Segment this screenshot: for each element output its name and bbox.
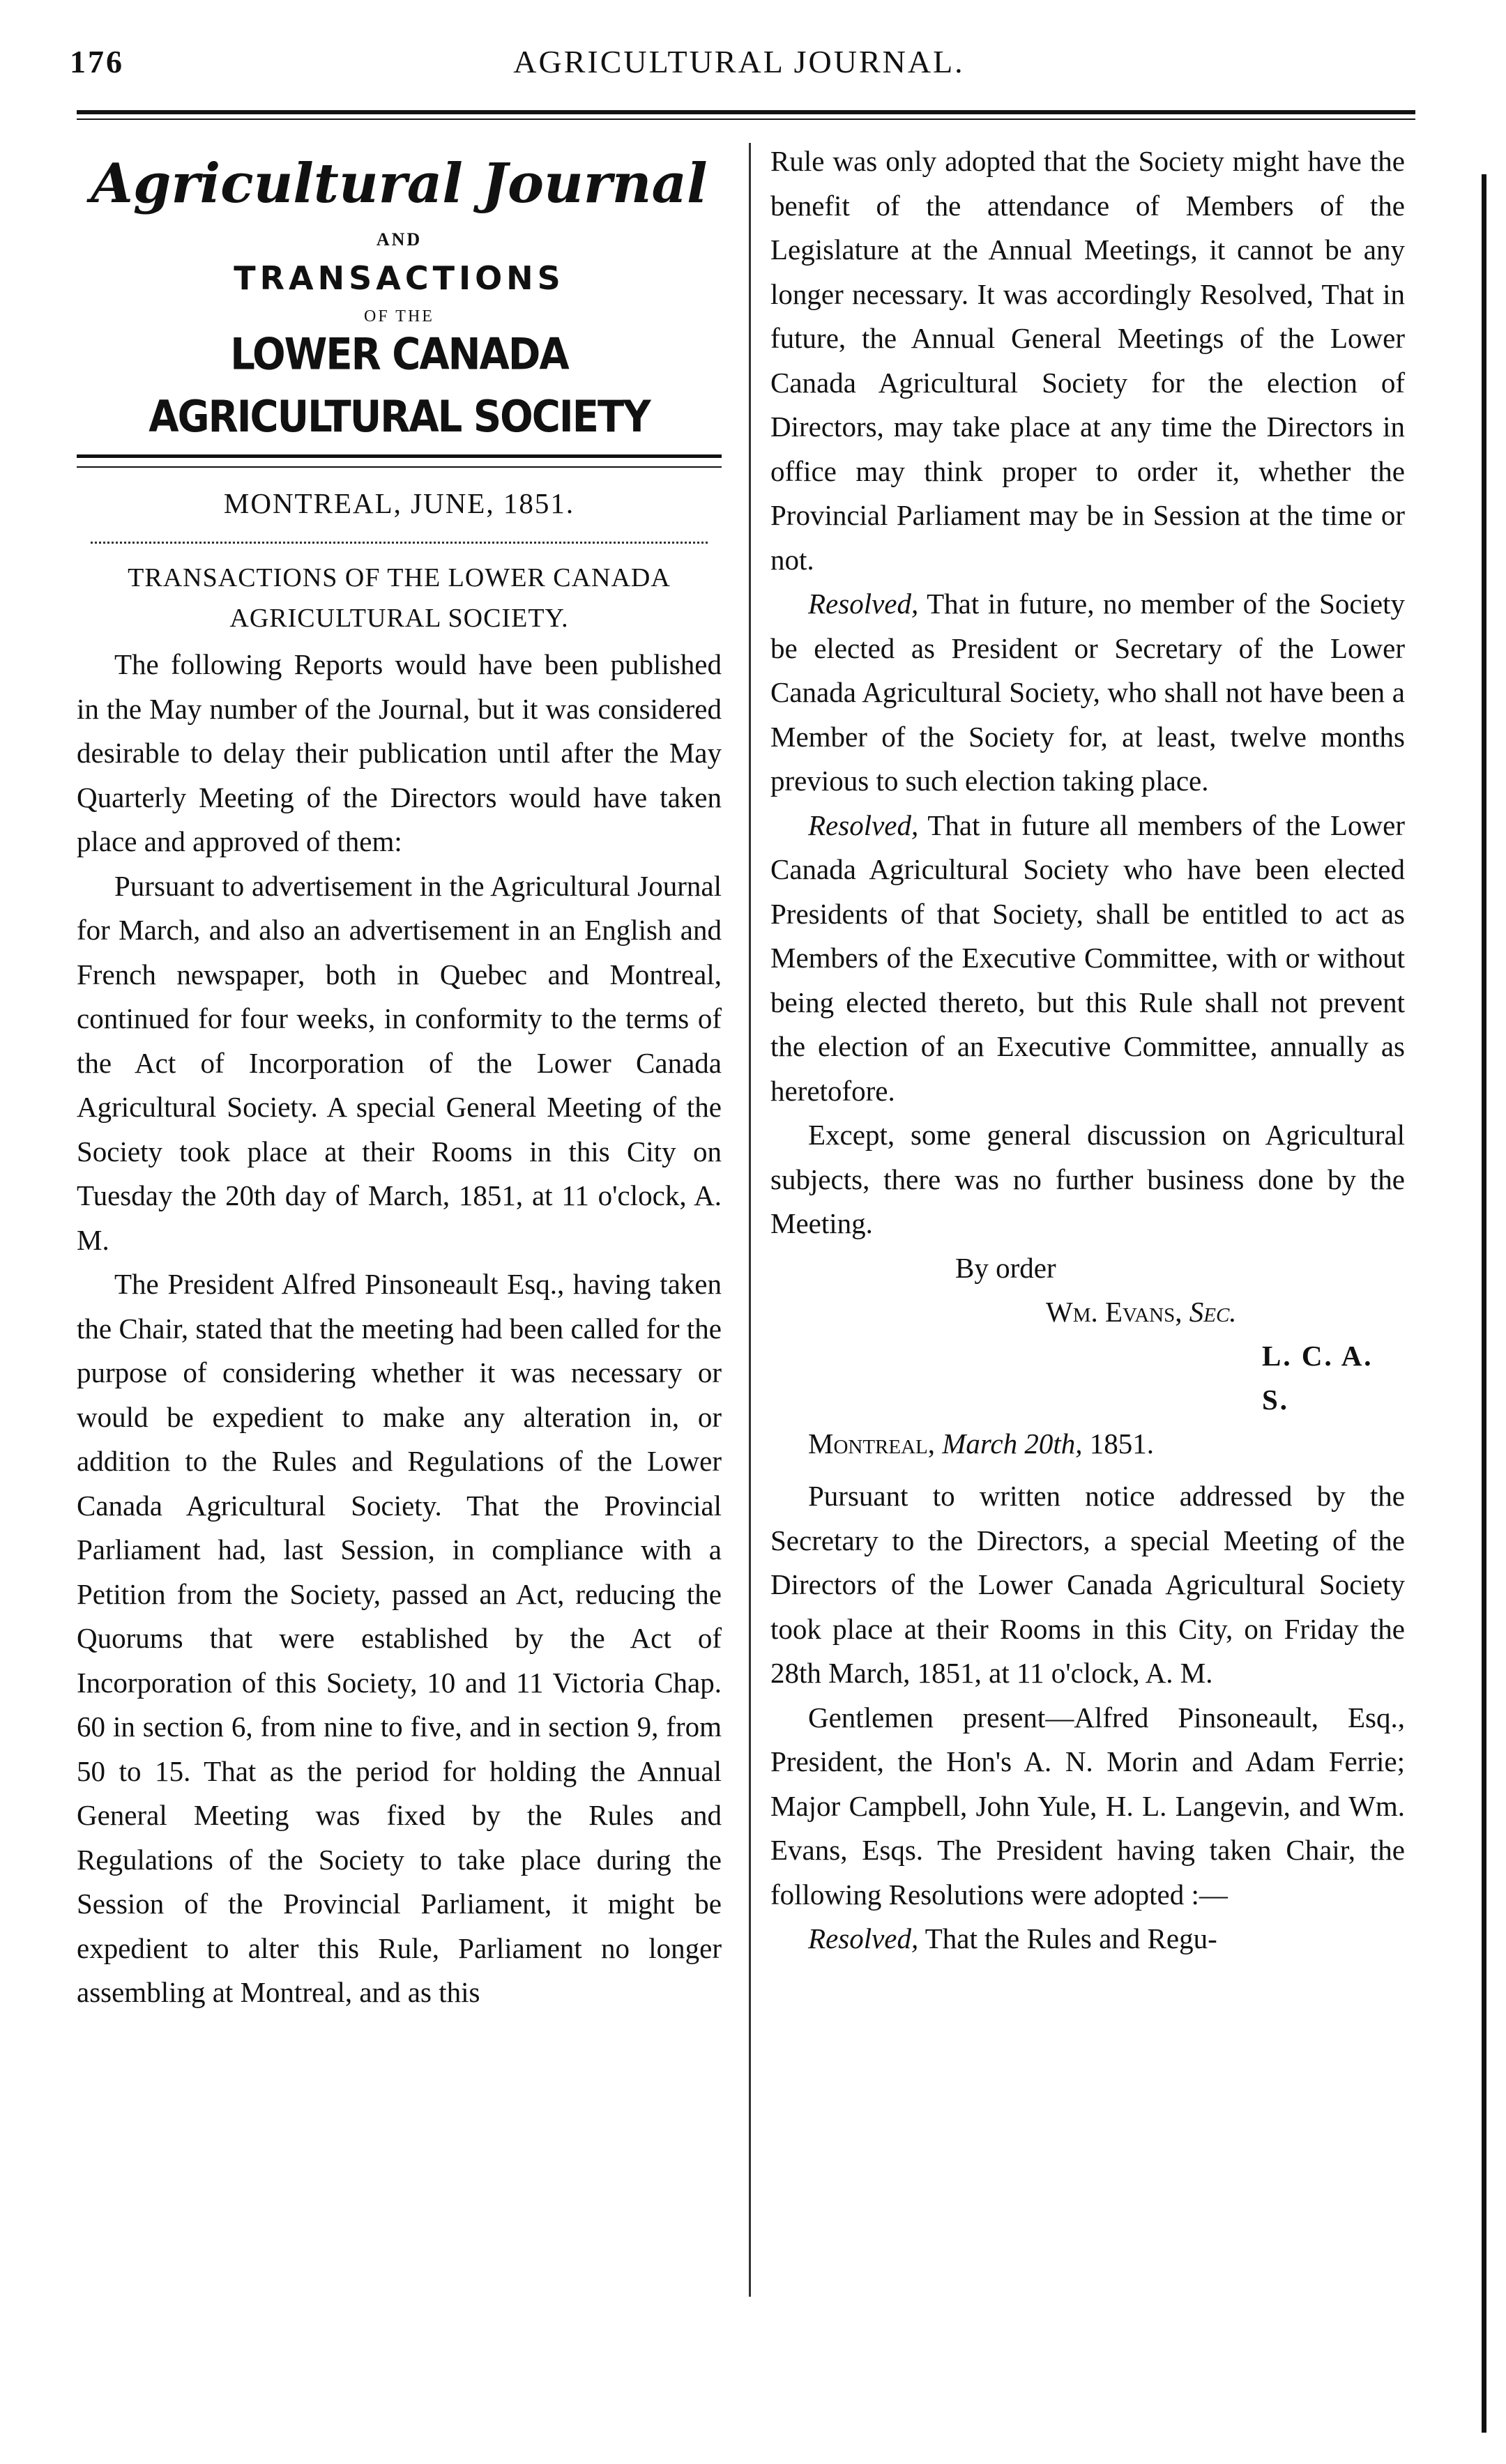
resolved-label: Resolved, [808,588,919,620]
journal-name: AGRICULTURAL JOURNAL. [513,44,965,79]
dateline-place: Montreal, [808,1427,936,1460]
meeting-dateline [770,1422,1405,1467]
masthead-and: AND [376,229,423,250]
right-paragraph-4: Except, some general discussion on Agricultural subjects, there was no further business done by the Meeting. [770,1119,1405,1239]
dateline-year: 1851. [1089,1427,1154,1460]
masthead-society: LOWER CANADA AGRICULTURAL SOCIETY [149,329,650,443]
signature-by-order: By order [955,1251,1056,1284]
resolution-1-text: That in future, no member of the Society be elected as President or Secretary of the Lower Canada Agricultural Society, who shall not have been a Member of the Society for, at least, twelve months previous to such election taking place. [770,588,1405,797]
header-rule-thin [77,118,1415,120]
resolution-2 [770,804,1405,1114]
signature-society: L. C. A. S. [1262,1339,1374,1416]
left-column [77,139,722,2015]
resolved-label: Resolved, [808,1922,919,1954]
resolution-3 [770,1917,1405,1961]
column-divider [749,143,751,2297]
masthead-transactions: TRANSACTIONS [234,259,565,297]
resolution-1 [770,582,1405,804]
page-edge-bar [1482,174,1486,2433]
section-title: TRANSACTIONS OF THE LOWER CANADA AGRICULTURAL SOCIETY. [128,563,671,633]
signature-block [770,1246,1405,1422]
masthead-of-the: OF THE [364,307,434,326]
wavy-divider [91,532,708,544]
right-column [770,139,1405,1961]
left-paragraph-2: Pursuant to advertisement in the Agricultural Journal for March, and also an advertisement in an English and French newspaper, both in Quebec and Montreal, continued for four weeks, in conformity to the terms of the Act of Incorporation of the Lower Canada Agricultural Society. A special General Meeting of the Society took place at their Rooms in this City on Tuesday the 20th day of March, 1851, at 11 o'clock, A. M. [77,869,722,1256]
right-paragraph-5: Pursuant to written notice addressed by the Secretary to the Directors, a special Meeting of the Directors of the Lower Canada Agricultural Society took place at their Rooms in this City, on Friday the 28th March, 1851, at 11 o'clock, A. M. [770,1480,1405,1689]
masthead-double-rule [77,454,722,468]
left-paragraph-1: The following Reports would have been published in the May number of the Journal, but it was considered desirable to delay their publication until after the May Quarterly Meeting of the Directors would have taken place and approved of them: [77,648,722,857]
left-paragraph-3: The President Alfred Pinsoneault Esq., having taken the Chair, stated that the meeting had been called for the purpose of considering whether it was necessary or would be expedient to make any alteration in, or addition to the Rules and Regulations of the Lower Canada Agricultural Society. That the Provincial Parliament had, last Session, in compliance with a Petition from the Society, passed an Act, reducing the Quorums that were established by the Act of Incorporation of this Society, 10 and 11 Victoria Chap. 60 in section 6, from nine to five, and in section 9, from 50 to 15. That as the period for holding the Annual General Meeting was fixed by the Rules and Regulations of the Society to take place during the Session of the Provincial Parliament, it might be expedient to alter this Rule, Parliament no longer assembling at Montreal, and as this [77,1268,722,2008]
resolution-3-text: That the Rules and Regu- [918,1922,1217,1954]
secretary-name: Wm. Evans, [1046,1295,1182,1328]
resolved-label: Resolved, [808,809,919,841]
resolution-2-text: That in future all members of the Lower Canada Agricultural Society who have been elected Presidents of that Society, shall be entitled to act as Members of the Executive Committee, with or without being elected thereto, but this Rule shall not prevent the election of an Executive Committee, annually as heretofore. [770,809,1405,1107]
dateline-date: March 20th, [942,1427,1083,1460]
page-number: 176 [70,44,124,79]
issue-dateline: MONTREAL, JUNE, 1851. [223,487,575,519]
right-paragraph-1: Rule was only adopted that the Society might have the benefit of the attendance of Members of the Legislature at the Annual Meetings, it cannot be any longer necessary. It was accordingly Resolved, That in future, the Annual General Meetings of the Lower Canada Agricultural Society for the election of Directors, may take place at any time the Directors in office may think proper to order it, whether the Provincial Parliament may be in Session at the time or not. [770,145,1405,576]
running-head [70,43,1408,99]
masthead-title: Agricultural Journal [91,152,708,215]
header-rule-thick [77,110,1415,114]
secretary-title: Sec. [1189,1295,1237,1328]
signature-name [770,1290,1405,1334]
right-paragraph-6: Gentlemen present—Alfred Pinsoneault, Esq., President, the Hon's A. N. Morin and Adam Ferrie; Major Campbell, John Yule, H. L. Langevin, and Wm. Evans, Esqs. The President having taken Chair, the following Resolutions were adopted :— [770,1701,1405,1911]
